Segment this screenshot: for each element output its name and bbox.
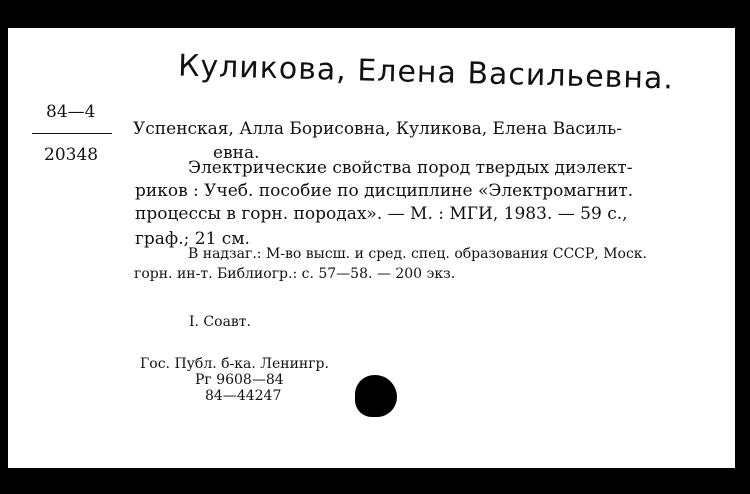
authors-heading-cont: евна. xyxy=(213,143,260,163)
ink-blot xyxy=(355,375,397,417)
shelf-mark-divider xyxy=(32,133,112,134)
title-line: риков : Учеб. пособие по дисциплине «Электромагнит. xyxy=(135,181,634,201)
tracing: I. Соавт. xyxy=(189,314,251,330)
title-line: процессы в горн. породах». — М. : МГИ, 1983. — 59 с., xyxy=(135,204,628,224)
shelf-mark-bottom: 20348 xyxy=(44,145,99,165)
title-line: Электрические свойства пород твердых диэлект- xyxy=(188,158,633,178)
authors-heading: Успенская, Алла Борисовна, Куликова, Елена Василь- xyxy=(133,119,622,139)
title-line: граф.; 21 см. xyxy=(135,229,250,249)
library-line: Гос. Публ. б-ка. Ленингр. xyxy=(140,356,329,372)
note-line: горн. ин-т. Библиогр.: с. 57—58. — 200 экз. xyxy=(134,266,456,282)
note-line: В надзаг.: М-во высш. и сред. спец. образования СССР, Моск. xyxy=(188,246,647,262)
handwritten-name: Куликова, Елена Васильевна. xyxy=(177,48,675,97)
library-line: 84—44247 xyxy=(205,388,282,404)
library-line: Рг 9608—84 xyxy=(195,372,284,388)
shelf-mark-top: 84—4 xyxy=(46,102,96,122)
